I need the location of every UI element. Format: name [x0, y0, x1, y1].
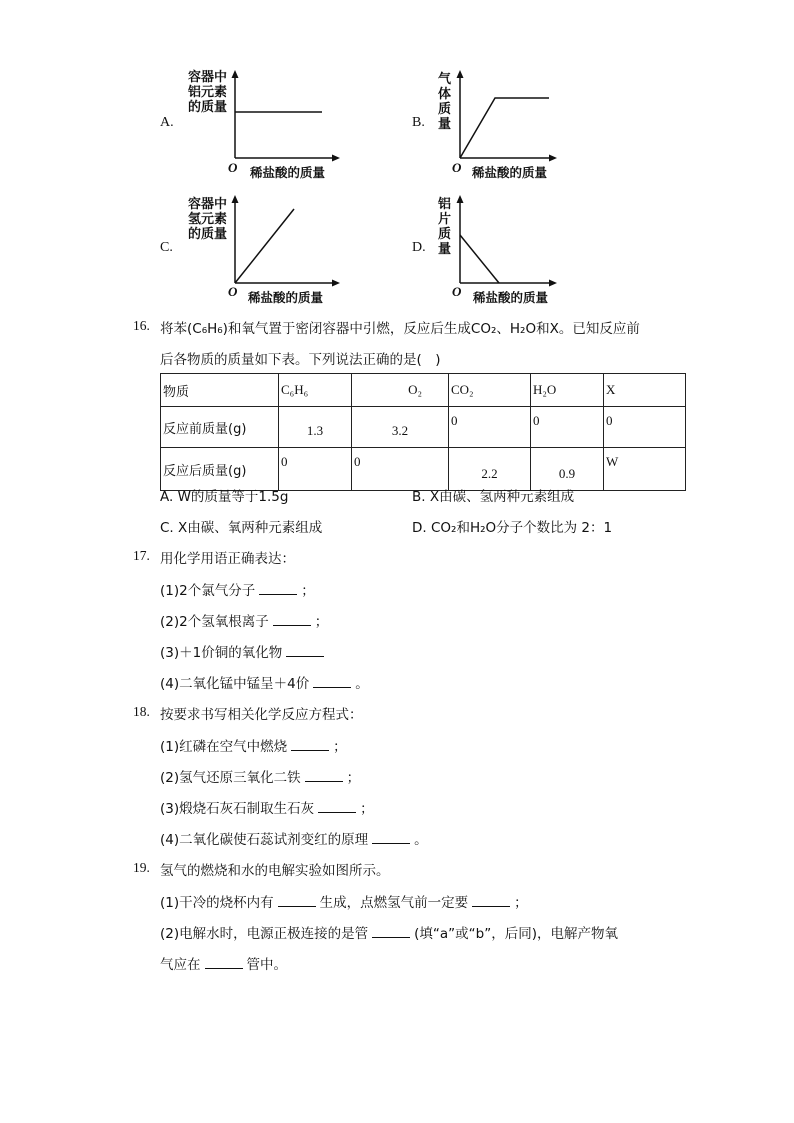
q18-item-3: [160, 797, 374, 817]
q18-item-4: [160, 828, 428, 848]
table-cell: W: [604, 448, 686, 491]
q19-item-text: 管中。: [246, 957, 287, 973]
q19-stem: 氢气的燃烧和水的电解实验如图所示。: [160, 863, 390, 879]
q18-item-text: (2)氢气还原三氧化二铁: [160, 770, 301, 786]
answer-blank[interactable]: [286, 644, 324, 657]
answer-blank[interactable]: [472, 894, 510, 907]
graph-d-origin: O: [452, 284, 462, 299]
graph-b-ylabel-char: 体: [438, 87, 452, 102]
q17-item-end: ；: [314, 614, 329, 630]
graph-b-ylabel-char: 质: [438, 102, 452, 117]
table-header-row: [161, 374, 686, 407]
graph-d-curve: [460, 235, 499, 283]
q17-number: 17.: [133, 548, 150, 563]
graph-a-origin: O: [228, 160, 238, 175]
graph-c-ylabel-line: 的质量: [188, 227, 228, 242]
graph-b: [453, 70, 573, 170]
graph-a-ylabel-line: 铝元素: [188, 85, 228, 100]
q19-item-1: [160, 891, 528, 911]
graph-d-ylabel-char: 质: [438, 227, 452, 242]
q17-item-end: ；: [301, 583, 315, 599]
q16-number: 16.: [133, 318, 150, 333]
q18-item-text: (1)红磷在空气中燃烧: [160, 739, 288, 755]
q17-item-text: (1)2个氯气分子: [160, 583, 256, 599]
table-cell: 0: [604, 407, 686, 448]
table-cell: 1.3: [279, 407, 352, 448]
table-cell: 0: [279, 448, 352, 491]
q17-stem: 用化学用语正确表达：: [160, 551, 295, 567]
table-header-cell: C₆H₆: [279, 374, 352, 407]
graph-a-ylabel: [188, 70, 227, 115]
q16-option-b: B. X由碳、氢两种元素组成: [412, 489, 575, 505]
q17-item-text: (4)二氧化锰中锰呈＋4价: [160, 676, 310, 692]
q17-item-text: (3)＋1价铜的氧化物: [160, 645, 283, 661]
q16-option-d: D. CO₂和H₂O分子个数比为 2：1: [412, 520, 613, 536]
q19-item-text: (填“a”或“b”，后同)，电解产物氧: [414, 926, 618, 942]
table-header-cell: CO₂: [449, 374, 531, 407]
q16-stem-line2: 后各物质的质量如下表。下列说法正确的是( ): [160, 352, 441, 368]
graph-d-ylabel: [438, 197, 454, 257]
answer-blank[interactable]: [259, 582, 297, 595]
q19-number: 19.: [133, 860, 150, 875]
q19-item-end: ；: [514, 895, 528, 911]
graph-c: [228, 195, 348, 295]
answer-blank[interactable]: [291, 738, 329, 751]
q18-item-text: (4)二氧化碳使石蕊试剂变红的原理: [160, 832, 369, 848]
q17-item-1: [160, 579, 315, 599]
option-d-letter: D.: [412, 240, 426, 255]
answer-blank[interactable]: [313, 675, 351, 688]
q16-option-a: A. W的质量等于1.5g: [160, 489, 289, 505]
q19-item-text: 生成，点燃氢气前一定要: [319, 895, 469, 911]
graph-a-y-arrow: [232, 70, 239, 78]
q16-option-c: C. X由碳、氧两种元素组成: [160, 520, 323, 536]
q17-item-text: (2)2个氢氧根离子: [160, 614, 269, 630]
graph-a-x-arrow: [332, 155, 340, 162]
table-cell: 0: [531, 407, 604, 448]
q18-item-end: ；: [360, 801, 374, 817]
graph-c-y-arrow: [232, 195, 239, 203]
graph-b-x-arrow: [549, 155, 557, 162]
q18-item-end: ；: [333, 739, 347, 755]
q17-item-3: [160, 641, 328, 661]
answer-blank[interactable]: [305, 769, 343, 782]
graph-d: [453, 195, 573, 295]
q18-stem: 按要求书写相关化学反应方程式：: [160, 707, 363, 723]
graph-c-ylabel: [188, 197, 227, 242]
graph-c-xlabel: 稀盐酸的质量: [248, 290, 324, 305]
answer-blank[interactable]: [318, 800, 356, 813]
graph-d-y-arrow: [457, 195, 464, 203]
graph-d-ylabel-char: 片: [438, 212, 452, 227]
table-cell: 0: [352, 448, 449, 491]
graph-b-curve: [460, 98, 549, 158]
answer-blank[interactable]: [278, 894, 316, 907]
q19-item-text: 气应在: [160, 957, 201, 973]
q18-item-1: [160, 735, 347, 755]
graph-d-ylabel-char: 量: [438, 242, 452, 257]
q19-item-text: (2)电解水时，电源正极连接的是管: [160, 926, 369, 942]
graph-c-ylabel-line: 氢元素: [188, 212, 228, 227]
graph-b-origin: O: [452, 160, 462, 175]
graph-c-origin: O: [228, 284, 238, 299]
graph-b-ylabel-char: 量: [438, 117, 452, 132]
graph-c-ylabel-line: 容器中: [188, 197, 228, 212]
q17-item-4: [160, 672, 369, 692]
q18-item-text: (3)煅烧石灰石制取生石灰: [160, 801, 315, 817]
table-header-cell: 物质: [161, 374, 279, 407]
q16-mass-table: [160, 373, 686, 491]
table-cell: 反应前质量(g): [161, 407, 279, 448]
option-a-letter: A.: [160, 115, 174, 130]
q19-item-2: [160, 922, 618, 942]
option-b-letter: B.: [412, 115, 425, 130]
answer-blank[interactable]: [273, 613, 311, 626]
graph-b-y-arrow: [457, 70, 464, 78]
answer-blank[interactable]: [372, 925, 410, 938]
graph-c-x-arrow: [332, 280, 340, 287]
graph-b-ylabel-char: 气: [438, 72, 452, 87]
q18-item-end: ；: [346, 770, 361, 786]
graph-a-xlabel: 稀盐酸的质量: [250, 165, 326, 180]
option-c-letter: C.: [160, 240, 173, 255]
q19-item-2-cont: [160, 953, 287, 973]
table-row: [161, 407, 686, 448]
q16-stem-line1: 将苯(C₆H₆)和氧气置于密闭容器中引燃，反应后生成CO₂、H₂O和X。已知反应前: [160, 321, 640, 337]
graph-d-ylabel-char: 铝: [438, 197, 452, 212]
q18-number: 18.: [133, 704, 150, 719]
table-cell: 反应后质量(g): [161, 448, 279, 491]
table-header-cell: X: [604, 374, 686, 407]
table-cell: 0: [449, 407, 531, 448]
graph-c-curve: [235, 209, 294, 283]
graph-b-ylabel: [438, 72, 454, 132]
answer-blank[interactable]: [372, 831, 410, 844]
table-cell: 3.2: [352, 407, 449, 448]
q18-item-2: [160, 766, 360, 786]
graph-d-x-arrow: [549, 280, 557, 287]
graph-d-xlabel: 稀盐酸的质量: [473, 290, 549, 305]
graph-b-xlabel: 稀盐酸的质量: [472, 165, 548, 180]
q18-item-end: 。: [414, 832, 428, 848]
graph-a-ylabel-line: 容器中: [188, 70, 228, 85]
table-header-cell: O₂: [352, 374, 449, 407]
answer-blank[interactable]: [205, 956, 243, 969]
table-cell: 0.9: [531, 448, 604, 491]
q17-item-2: [160, 610, 328, 630]
q19-item-text: (1)干冷的烧杯内有: [160, 895, 274, 911]
graph-a-ylabel-line: 的质量: [188, 100, 228, 115]
table-header-cell: H₂O: [531, 374, 604, 407]
graph-a: [228, 70, 348, 170]
q17-item-end: 。: [355, 676, 369, 692]
table-cell: 2.2: [449, 448, 531, 491]
